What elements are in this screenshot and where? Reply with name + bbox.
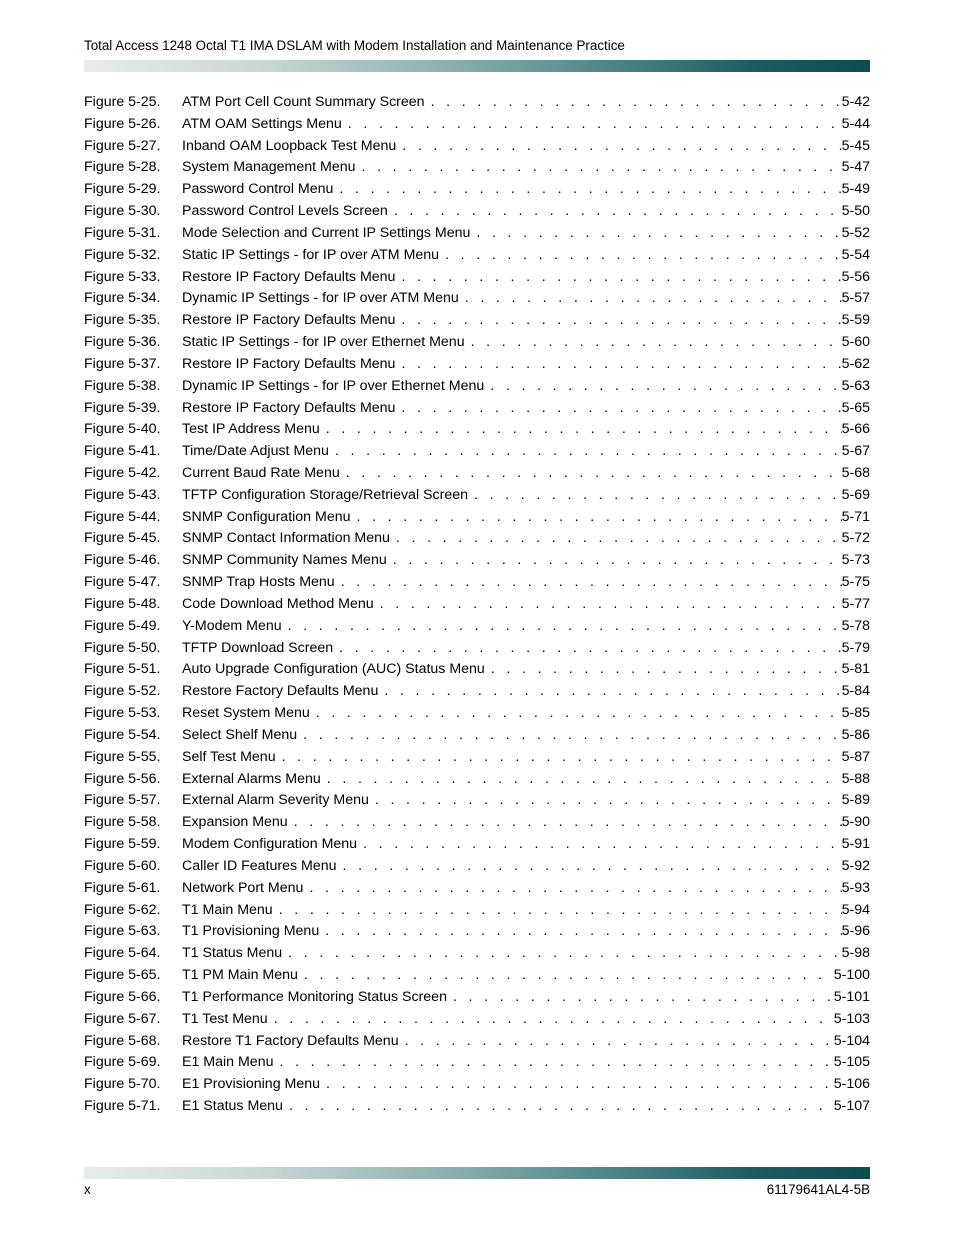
figure-title: E1 Status Menu [182, 1098, 283, 1114]
toc-entry[interactable] [84, 833, 870, 855]
figure-title: Restore IP Factory Defaults Menu [182, 312, 396, 329]
page-reference: 5-77 [841, 595, 870, 612]
figure-number: Figure 5-64. [84, 945, 161, 962]
dot-leader [396, 138, 841, 154]
page-reference: 5-62 [841, 355, 870, 372]
page-reference: 5-56 [841, 268, 870, 285]
figure-number: Figure 5-70. [84, 1076, 161, 1093]
toc-entry[interactable] [84, 746, 870, 768]
figure-title: ATM OAM Settings Menu [182, 115, 342, 132]
toc-entry[interactable] [84, 135, 870, 157]
document-number: 61179641AL4-5B [766, 1182, 870, 1197]
figure-title: Test IP Address Menu [182, 421, 320, 438]
toc-entry[interactable] [84, 593, 870, 615]
page-reference: 5-84 [841, 683, 870, 700]
dot-leader [351, 509, 842, 525]
toc-entry[interactable] [84, 1008, 870, 1030]
toc-entry[interactable] [84, 702, 870, 724]
list-of-figures [84, 91, 870, 1117]
figure-number: Figure 5-59. [84, 836, 161, 853]
figure-title: Dynamic IP Settings - for IP over Ethernet Menu [182, 377, 485, 394]
figure-number: Figure 5-62. [84, 901, 161, 918]
figure-title: TFTP Download Screen [182, 639, 334, 656]
figure-title: T1 Test Menu [182, 1010, 268, 1027]
toc-entry[interactable] [84, 811, 870, 833]
dot-leader [395, 312, 841, 328]
page-reference: 5-60 [841, 334, 870, 351]
figure-number: Figure 5-34. [84, 290, 161, 307]
figure-title: T1 Main Menu [182, 901, 273, 918]
figure-number: Figure 5-27. [84, 137, 161, 154]
dot-leader [378, 683, 841, 699]
figure-title: E1 Main Menu [182, 1054, 274, 1071]
toc-entry[interactable] [84, 266, 870, 288]
dot-leader [340, 465, 842, 481]
figure-title: TFTP Configuration Storage/Retrieval Screen [182, 486, 468, 503]
page-reference: 5-91 [841, 836, 870, 853]
dot-leader [399, 1033, 834, 1049]
figure-title: Inband OAM Loopback Test Menu [182, 137, 397, 154]
dot-leader [485, 661, 842, 677]
figure-number: Figure 5-33. [84, 268, 161, 285]
figure-number: Figure 5-46. [84, 552, 161, 569]
dot-leader [439, 247, 842, 263]
toc-entry[interactable] [84, 724, 870, 746]
figure-title: Reset System Menu [182, 705, 310, 722]
figure-number: Figure 5-37. [84, 355, 161, 372]
figure-title: Password Control Levels Screen [182, 203, 388, 220]
page-reference: 5-54 [841, 246, 870, 263]
toc-entry[interactable] [84, 920, 870, 942]
toc-entry[interactable] [84, 615, 870, 637]
dot-leader [357, 836, 842, 852]
page-reference: 5-65 [841, 399, 870, 416]
dot-leader [282, 945, 841, 961]
toc-entry[interactable] [84, 418, 870, 440]
toc-entry[interactable] [84, 790, 870, 812]
page-reference: 5-59 [841, 312, 870, 329]
page-reference: 5-86 [841, 726, 870, 743]
page-reference: 5-75 [841, 574, 870, 591]
figure-number: Figure 5-51. [84, 661, 161, 678]
figure-title: Static IP Settings - for IP over ATM Menu [182, 246, 440, 263]
figure-title: Current Baud Rate Menu [182, 464, 340, 481]
toc-entry[interactable] [84, 178, 870, 200]
page-reference: 5-96 [841, 923, 870, 940]
figure-title: SNMP Trap Hosts Menu [182, 574, 335, 591]
toc-entry[interactable] [84, 942, 870, 964]
document-header-title: Total Access 1248 Octal T1 IMA DSLAM with Modem Installation and Maintenance Practice [84, 38, 625, 53]
page-reference: 5-69 [841, 486, 870, 503]
page-reference: 5-107 [833, 1098, 870, 1114]
page-reference: 5-85 [841, 705, 870, 722]
toc-entry[interactable] [84, 1051, 870, 1073]
figure-title: Static IP Settings - for IP over Ethernet Menu [182, 334, 465, 351]
figure-title: Restore Factory Defaults Menu [182, 683, 379, 700]
figure-number: Figure 5-38. [84, 377, 161, 394]
toc-entry[interactable] [84, 1030, 870, 1052]
figure-title: SNMP Configuration Menu [182, 508, 351, 525]
toc-entry[interactable] [84, 222, 870, 244]
figure-number: Figure 5-42. [84, 464, 161, 481]
page-reference: 5-89 [841, 792, 870, 809]
page-reference: 5-78 [841, 617, 870, 634]
page-reference: 5-50 [841, 203, 870, 220]
figure-title: SNMP Contact Information Menu [182, 530, 390, 547]
toc-entry[interactable] [84, 353, 870, 375]
dot-leader [288, 814, 842, 830]
figure-title: Code Download Method Menu [182, 595, 374, 612]
page-reference: 5-90 [841, 814, 870, 831]
dot-leader [273, 902, 842, 918]
page-reference: 5-87 [841, 748, 870, 765]
page-reference: 5-42 [841, 93, 870, 110]
figure-title: Auto Upgrade Configuration (AUC) Status Menu [182, 661, 485, 678]
page-reference: 5-73 [841, 552, 870, 569]
toc-entry[interactable] [84, 375, 870, 397]
page-reference: 5-68 [841, 464, 870, 481]
toc-entry[interactable] [84, 113, 870, 135]
figure-number: Figure 5-48. [84, 595, 161, 612]
figure-number: Figure 5-58. [84, 814, 161, 831]
figure-title: T1 Provisioning Menu [182, 923, 320, 940]
figure-number: Figure 5-39. [84, 399, 161, 416]
toc-entry[interactable] [84, 637, 870, 659]
page-reference: 5-71 [841, 508, 870, 525]
figure-title: External Alarms Menu [182, 770, 321, 787]
toc-entry[interactable] [84, 484, 870, 506]
dot-leader [283, 1098, 834, 1114]
dot-leader [465, 334, 842, 350]
figure-title: Modem Configuration Menu [182, 836, 358, 853]
page-reference: 5-88 [841, 770, 870, 787]
page-reference: 5-100 [833, 967, 870, 984]
figure-title: Expansion Menu [182, 814, 288, 831]
page-reference: 5-45 [841, 137, 870, 154]
dot-leader [319, 923, 841, 939]
toc-entry[interactable] [84, 877, 870, 899]
page-reference: 5-67 [841, 443, 870, 460]
dot-leader [468, 487, 842, 503]
dot-leader [459, 290, 842, 306]
page-reference: 5-106 [833, 1076, 870, 1093]
dot-leader [310, 705, 842, 721]
figure-title: Restore IP Factory Defaults Menu [182, 268, 396, 285]
figure-title: Password Control Menu [182, 181, 334, 198]
page-reference: 5-44 [841, 115, 870, 132]
dot-leader [484, 378, 841, 394]
figure-title: T1 Performance Monitoring Status Screen [182, 988, 447, 1005]
toc-entry[interactable] [84, 440, 870, 462]
figure-title: SNMP Community Names Menu [182, 552, 387, 569]
toc-entry[interactable] [84, 659, 870, 681]
figure-title: Dynamic IP Settings - for IP over ATM Menu [182, 290, 459, 307]
figure-number: Figure 5-26. [84, 115, 161, 132]
dot-leader [335, 574, 842, 590]
figure-number: Figure 5-71. [84, 1098, 161, 1114]
dot-leader [356, 159, 842, 175]
dot-leader [395, 356, 841, 372]
figure-number: Figure 5-57. [84, 792, 161, 809]
toc-entry[interactable] [84, 156, 870, 178]
page-reference: 5-98 [841, 945, 870, 962]
page-reference: 5-66 [841, 421, 870, 438]
figure-title: E1 Provisioning Menu [182, 1076, 321, 1093]
toc-entry[interactable] [84, 571, 870, 593]
figure-title: Y-Modem Menu [182, 617, 282, 634]
toc-entry[interactable] [84, 528, 870, 550]
figure-title: Time/Date Adjust Menu [182, 443, 329, 460]
figure-title: Restore IP Factory Defaults Menu [182, 355, 396, 372]
toc-entry[interactable] [84, 200, 870, 222]
dot-leader [342, 116, 842, 132]
toc-entry[interactable] [84, 899, 870, 921]
page-reference: 5-79 [841, 639, 870, 656]
figure-number: Figure 5-65. [84, 967, 161, 984]
figure-number: Figure 5-25. [84, 93, 161, 110]
dot-leader [268, 1011, 834, 1027]
figure-number: Figure 5-53. [84, 705, 161, 722]
header-rule [84, 60, 870, 72]
figure-title: External Alarm Severity Menu [182, 792, 369, 809]
dot-leader [447, 989, 834, 1005]
dot-leader [321, 771, 842, 787]
figure-title: T1 PM Main Menu [182, 967, 298, 984]
figure-number: Figure 5-68. [84, 1032, 161, 1049]
dot-leader [333, 640, 841, 656]
figure-number: Figure 5-54. [84, 726, 161, 743]
page-reference: 5-57 [841, 290, 870, 307]
toc-entry[interactable] [84, 549, 870, 571]
figure-number: Figure 5-31. [84, 224, 161, 241]
toc-entry[interactable] [84, 680, 870, 702]
figure-number: Figure 5-66. [84, 988, 161, 1005]
toc-entry[interactable] [84, 506, 870, 528]
figure-number: Figure 5-40. [84, 421, 161, 438]
page-reference: 5-52 [841, 224, 870, 241]
footer-rule [84, 1167, 870, 1179]
figure-title: Restore T1 Factory Defaults Menu [182, 1032, 399, 1049]
dot-leader [387, 552, 842, 568]
figure-number: Figure 5-52. [84, 683, 161, 700]
toc-entry[interactable] [84, 855, 870, 877]
dot-leader [388, 203, 842, 219]
toc-entry[interactable] [84, 1073, 870, 1095]
page-reference: 5-63 [841, 377, 870, 394]
dot-leader [390, 530, 842, 546]
figure-title: Caller ID Features Menu [182, 857, 337, 874]
page-number: x [84, 1182, 91, 1197]
figure-title: Restore IP Factory Defaults Menu [182, 399, 396, 416]
figure-title: Self Test Menu [182, 748, 276, 765]
figure-number: Figure 5-28. [84, 159, 161, 176]
dot-leader [273, 1054, 833, 1070]
figure-number: Figure 5-30. [84, 203, 161, 220]
dot-leader [297, 727, 841, 743]
page-reference: 5-92 [841, 857, 870, 874]
toc-entry[interactable] [84, 397, 870, 419]
toc-entry[interactable] [84, 462, 870, 484]
page-reference: 5-81 [841, 661, 870, 678]
page-reference: 5-103 [833, 1010, 870, 1027]
figure-number: Figure 5-29. [84, 181, 161, 198]
dot-leader [337, 858, 842, 874]
toc-entry[interactable] [84, 964, 870, 986]
figure-number: Figure 5-35. [84, 312, 161, 329]
toc-entry[interactable] [84, 244, 870, 266]
figure-number: Figure 5-50. [84, 639, 161, 656]
dot-leader [298, 967, 834, 983]
figure-number: Figure 5-56. [84, 770, 161, 787]
dot-leader [374, 596, 842, 612]
figure-number: Figure 5-32. [84, 246, 161, 263]
figure-number: Figure 5-69. [84, 1054, 161, 1071]
page-reference: 5-94 [841, 901, 870, 918]
figure-number: Figure 5-63. [84, 923, 161, 940]
dot-leader [333, 181, 841, 197]
dot-leader [303, 880, 841, 896]
dot-leader [320, 1076, 834, 1092]
page-reference: 5-49 [841, 181, 870, 198]
figure-title: Network Port Menu [182, 879, 304, 896]
figure-number: Figure 5-41. [84, 443, 161, 460]
figure-title: Mode Selection and Current IP Settings Menu [182, 224, 471, 241]
dot-leader [425, 94, 842, 110]
figure-number: Figure 5-43. [84, 486, 161, 503]
toc-entry[interactable] [84, 1095, 870, 1117]
dot-leader [470, 225, 841, 241]
dot-leader [369, 792, 842, 808]
figure-number: Figure 5-55. [84, 748, 161, 765]
page-reference: 5-93 [841, 879, 870, 896]
figure-number: Figure 5-36. [84, 334, 161, 351]
dot-leader [329, 443, 842, 459]
figure-title: T1 Status Menu [182, 945, 283, 962]
page-reference: 5-72 [841, 530, 870, 547]
figure-number: Figure 5-44. [84, 508, 161, 525]
figure-number: Figure 5-60. [84, 857, 161, 874]
toc-entry[interactable] [84, 331, 870, 353]
figure-number: Figure 5-49. [84, 617, 161, 634]
toc-entry[interactable] [84, 986, 870, 1008]
figure-title: ATM Port Cell Count Summary Screen [182, 93, 425, 110]
toc-entry[interactable] [84, 309, 870, 331]
figure-number: Figure 5-47. [84, 574, 161, 591]
figure-title: System Management Menu [182, 159, 356, 176]
page-reference: 5-104 [833, 1032, 870, 1049]
dot-leader [282, 618, 842, 634]
toc-entry[interactable] [84, 287, 870, 309]
page-reference: 5-105 [833, 1054, 870, 1071]
dot-leader [276, 749, 842, 765]
toc-entry[interactable] [84, 91, 870, 113]
dot-leader [395, 269, 841, 285]
figure-title: Select Shelf Menu [182, 726, 298, 743]
dot-leader [320, 421, 842, 437]
dot-leader [395, 400, 841, 416]
page-reference: 5-101 [833, 988, 870, 1005]
toc-entry[interactable] [84, 768, 870, 790]
figure-number: Figure 5-67. [84, 1010, 161, 1027]
page-reference: 5-47 [841, 159, 870, 176]
figure-number: Figure 5-61. [84, 879, 161, 896]
figure-number: Figure 5-45. [84, 530, 161, 547]
